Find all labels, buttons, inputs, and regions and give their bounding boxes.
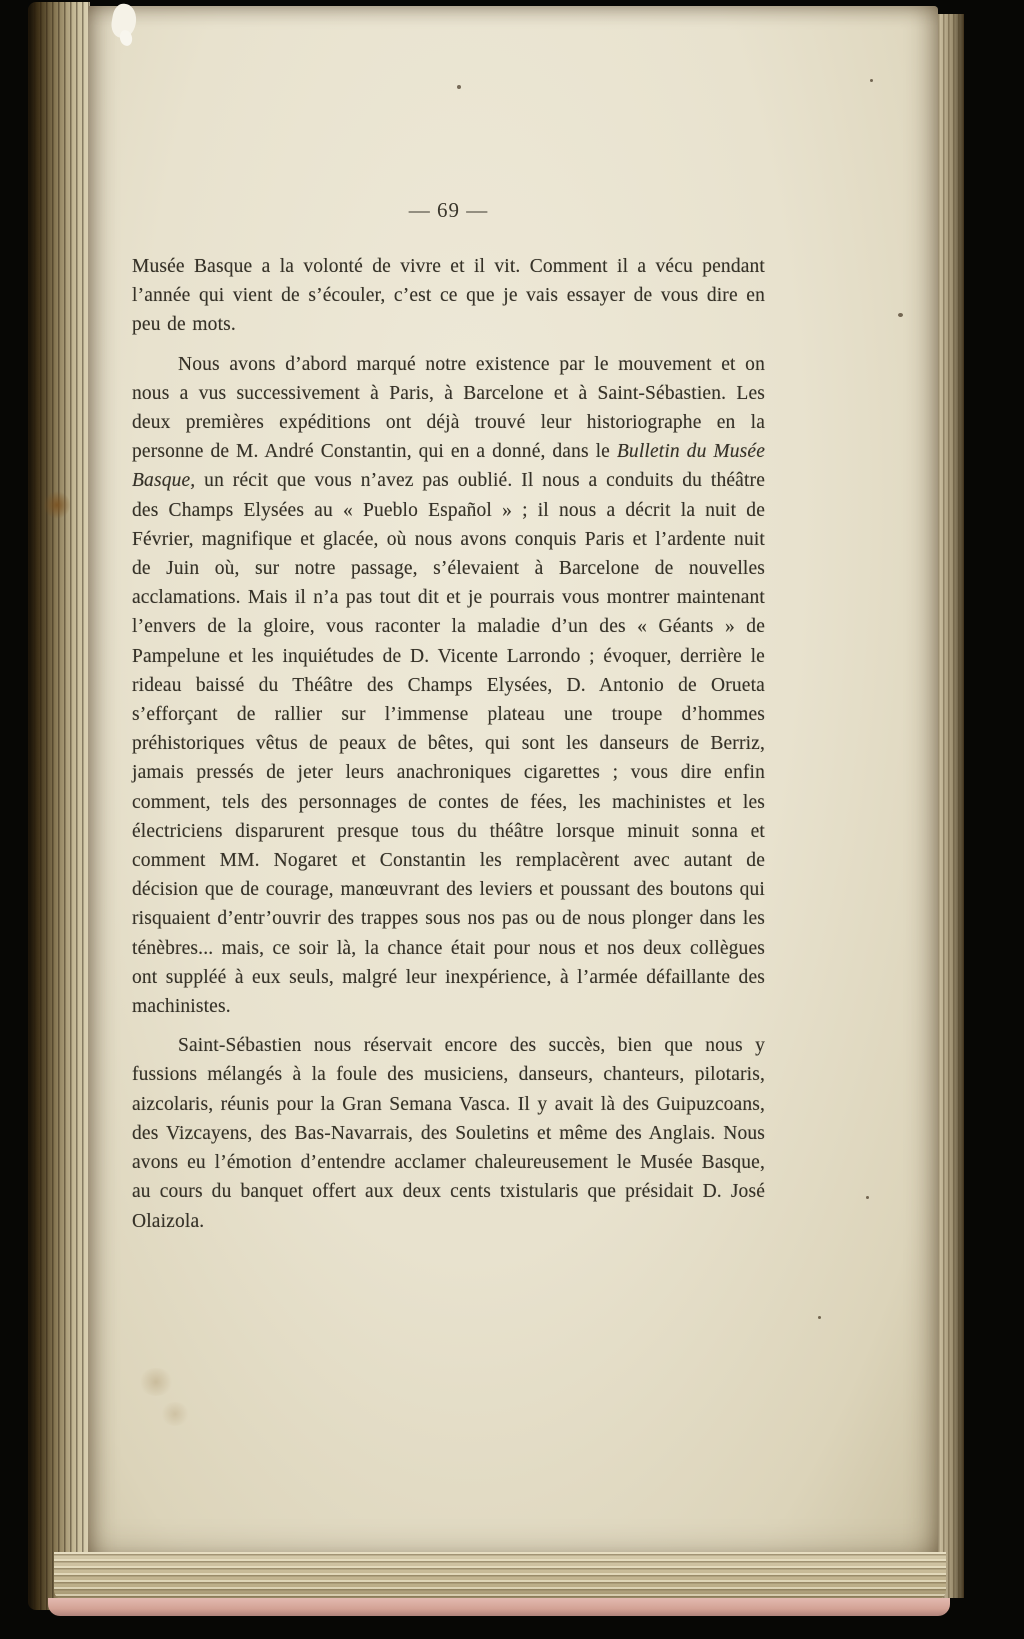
book-cover-edge — [48, 1598, 950, 1616]
paper-speck — [870, 79, 873, 82]
italic-publication-title: Bulletin du Musée Basque, — [132, 441, 765, 492]
page-number: — 69 — — [408, 198, 489, 222]
paper-stain — [160, 1402, 190, 1426]
page-bottom-stack-edge — [54, 1552, 946, 1600]
paper-stain — [44, 490, 70, 520]
paragraph — [132, 1031, 765, 1235]
paragraph-text: un récit que vous n’avez pas oublié. Il nous a conduits du théâtre des Champs Elysées au « Pueblo Español » ; il nous a décrit la nuit de Février, magnifique et glacée, où nous avons conquis Paris et l’ardente nuit de Juin où, sur notre passage, s’élevaient à Barcelone de nouvelles acclamations. Mais il n’a pas tout dit et je pourrais vous montrer maintenant l’envers de la gloire, vous raconter la maladie d’un des « Géants » de Pampelune et les inquiétudes de D. Vicente Larrondo ; évoquer, derrière le rideau baissé du Théâtre des Champs Elysées, D. Antonio de Orueta s’efforçant de rallier sur l’immense plateau une troupe d’hommes préhistoriques vêtus de peaux de bêtes, qui sont les danseurs de Berriz, jamais pressés de jeter leurs anachroniques cigarettes ; vous dire enfin comment, tels des personnages de contes de fées, les machinistes et les électriciens disparurent presque tous du théâtre lorsque minuit sonna et comment MM. Nogaret et Constantin les remplacèrent avec autant de décision que de courage, manœuvrant des leviers et poussant des boutons qui risquaient d’entr’ouvrir des trappes sous nos pas ou de nous plonger dans les ténèbres... mais, ce soir là, la chance était pour nous et nos deux collègues ont suppléé à eux seuls, malgré leur inexpérience, à l’armée défaillante des machinistes. — [132, 470, 765, 1018]
paper-speck — [866, 1196, 869, 1199]
paragraph-text: Saint-Sébastien nous réservait encore des succès, bien que nous y fussions mélangés à la foule des musiciens, danseurs, chanteurs, pilotaris, aizcolaris, réunis pour la Gran Semana Vasca. Il y avait là des Guipuzcoans, des Vizcayens, des Bas-Navarrais, des Souletins et même des Anglais. Nous avons eu l’émotion d’entendre acclamer chaleureusement le Musée Basque, au cours du banquet offert aux deux cents txistularis que présidait D. José Olaizola. — [132, 1035, 765, 1232]
paragraph-text: Nous avons d’abord marqué notre existence par le mouvement et on nous a vus successivement à Paris, à Barcelone et à Saint-Sébastien. Les deux premières expéditions ont déjà trouvé leur historiographe en la personne de M. André Constantin, qui en a donné, dans le — [132, 353, 765, 463]
book-binding-edge — [28, 2, 90, 1610]
page-text-block — [132, 252, 765, 1246]
paper-stain — [138, 1368, 174, 1396]
paper-speck — [898, 313, 903, 317]
paragraph-continuation — [132, 252, 765, 340]
paper-speck — [457, 85, 461, 89]
page-right-fore-edge — [938, 14, 964, 1598]
paper-speck — [818, 1316, 821, 1319]
paragraph-text: Musée Basque a la volonté de vivre et il vit. Comment il a vécu pendant l’année qui vient de s’écouler, c’est ce que je vais essayer de vous dire en peu de mots. — [132, 256, 765, 336]
paragraph — [132, 350, 765, 1022]
